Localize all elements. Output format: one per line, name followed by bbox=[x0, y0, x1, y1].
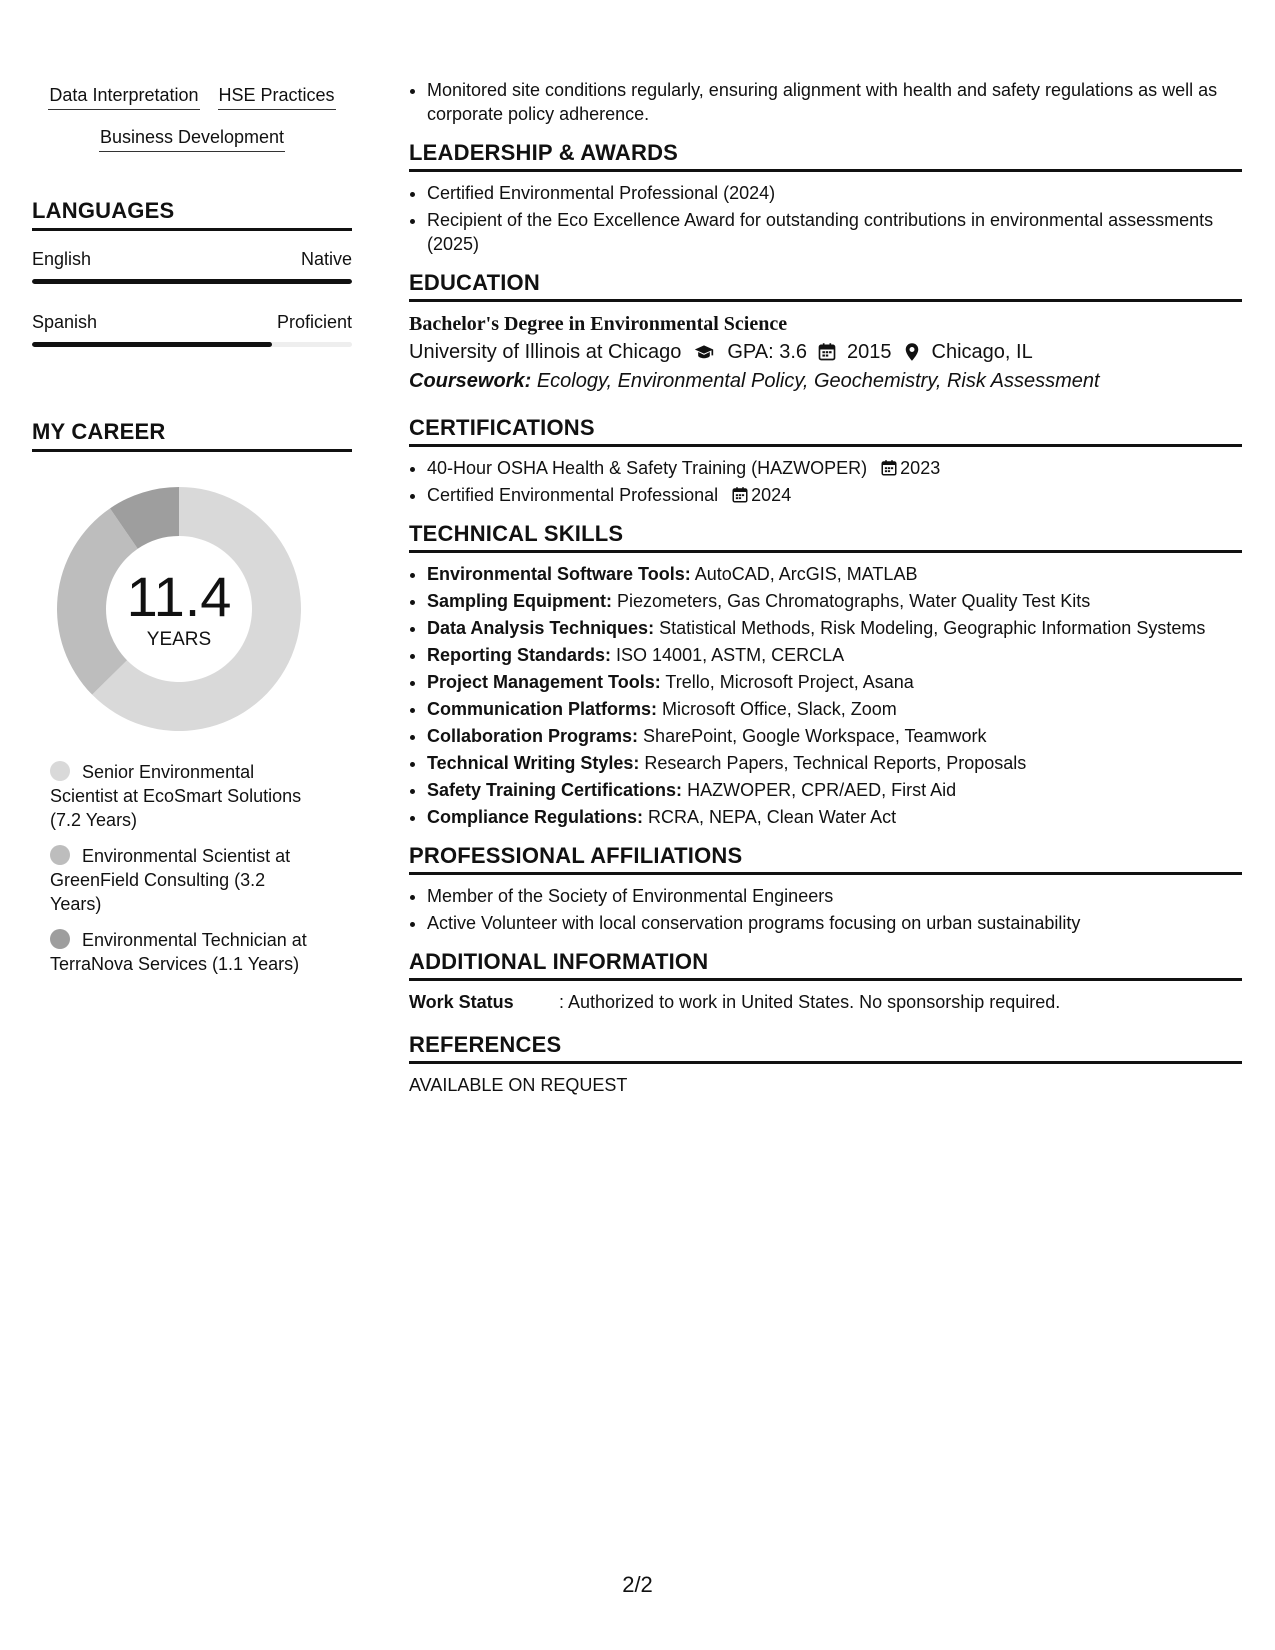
education-gpa: GPA: 3.6 bbox=[727, 341, 808, 363]
skill-label: Communication Platforms: bbox=[427, 699, 658, 719]
career-legend-label: Senior Environmental Scientist at EcoSmart Solutions (7.2 Years) bbox=[50, 762, 302, 830]
certification-name: 40-Hour OSHA Health & Safety Training (HAZWOPER) bbox=[427, 458, 868, 478]
education-year: 2015 bbox=[847, 341, 892, 363]
technical-skill-item bbox=[427, 697, 1242, 721]
language-bar bbox=[32, 342, 352, 347]
career-total-years: 11.4 bbox=[126, 565, 232, 628]
sidebar bbox=[32, 82, 352, 988]
references-section bbox=[409, 1032, 1242, 1097]
language-item bbox=[32, 310, 352, 347]
donut-center bbox=[54, 484, 304, 734]
skill-tag: HSE Practices bbox=[218, 82, 336, 110]
skill-value: Piezometers, Gas Chromatographs, Water Quality Test Kits bbox=[617, 591, 1091, 611]
technical-skill-item bbox=[427, 562, 1242, 586]
skill-label: Data Analysis Techniques: bbox=[427, 618, 655, 638]
certification-name: Certified Environmental Professional bbox=[427, 485, 719, 505]
technical-skills-heading: TECHNICAL SKILLS bbox=[409, 521, 1242, 553]
education-location: Chicago, IL bbox=[931, 341, 1033, 363]
work-status-row bbox=[409, 990, 1242, 1014]
skills-row-1 bbox=[32, 82, 352, 110]
career-section bbox=[32, 419, 352, 976]
skill-value: Trello, Microsoft Project, Asana bbox=[665, 672, 914, 692]
career-legend-item bbox=[50, 760, 320, 832]
legend-dot-icon bbox=[50, 845, 70, 865]
affiliation-item: • Active Volunteer with local conservation programs focusing on urban sustainability bbox=[427, 911, 1242, 935]
main-content bbox=[409, 78, 1242, 1097]
location-pin-icon bbox=[902, 342, 922, 362]
career-legend-item bbox=[50, 844, 320, 916]
references-text: AVAILABLE ON REQUEST bbox=[409, 1075, 628, 1095]
language-bar-fill bbox=[32, 342, 272, 347]
experience-bullets bbox=[409, 78, 1242, 126]
skill-tag: Business Development bbox=[99, 124, 285, 152]
skill-label: Sampling Equipment: bbox=[427, 591, 613, 611]
skill-value: SharePoint, Google Workspace, Teamwork bbox=[643, 726, 987, 746]
career-heading: MY CAREER bbox=[32, 419, 352, 452]
legend-dot-icon bbox=[50, 761, 70, 781]
languages-section bbox=[32, 198, 352, 347]
education-section bbox=[409, 270, 1242, 395]
certification-item bbox=[427, 483, 1242, 507]
technical-skills-section bbox=[409, 521, 1242, 829]
affiliation-item: • Member of the Society of Environmental Engineers bbox=[427, 884, 1242, 908]
affiliations-section bbox=[409, 843, 1242, 935]
page-number: 2/2 bbox=[622, 1572, 653, 1597]
skill-value: ISO 14001, ASTM, CERCLA bbox=[616, 645, 845, 665]
career-legend bbox=[50, 760, 320, 976]
technical-skill-item bbox=[427, 751, 1242, 775]
career-legend-label: Environmental Technician at TerraNova Services (1.1 Years) bbox=[50, 930, 307, 974]
skill-value: Microsoft Office, Slack, Zoom bbox=[662, 699, 897, 719]
coursework-list: Ecology, Environmental Policy, Geochemistry, Risk Assessment bbox=[536, 370, 1100, 392]
career-total-unit: YEARS bbox=[146, 629, 212, 650]
skill-label: Reporting Standards: bbox=[427, 645, 612, 665]
technical-skill-item bbox=[427, 778, 1242, 802]
skill-label: Environmental Software Tools: bbox=[427, 564, 691, 584]
skill-label: Collaboration Programs: bbox=[427, 726, 639, 746]
skill-label: Project Management Tools: bbox=[427, 672, 661, 692]
skill-value: Statistical Methods, Risk Modeling, Geographic Information Systems bbox=[659, 618, 1206, 638]
calendar-icon bbox=[817, 342, 837, 362]
education-school: University of Illinois at Chicago bbox=[409, 341, 682, 363]
education-degree: Bachelor's Degree in Environmental Science bbox=[409, 313, 788, 335]
technical-skill-item bbox=[427, 805, 1242, 829]
legend-dot-icon bbox=[50, 929, 70, 949]
career-legend-label: Environmental Scientist at GreenField Consulting (3.2 Years) bbox=[50, 846, 291, 914]
skill-tag: Data Interpretation bbox=[48, 82, 199, 110]
leadership-item: • Recipient of the Eco Excellence Award for outstanding contributions in environmental assessments (2025) bbox=[427, 208, 1242, 256]
education-heading: EDUCATION bbox=[409, 270, 1242, 302]
certifications-heading: CERTIFICATIONS bbox=[409, 415, 1242, 447]
additional-info-heading: ADDITIONAL INFORMATION bbox=[409, 949, 1242, 981]
calendar-icon bbox=[880, 459, 898, 477]
skill-value: RCRA, NEPA, Clean Water Act bbox=[648, 807, 897, 827]
certifications-section bbox=[409, 415, 1242, 507]
graduation-cap-icon bbox=[691, 342, 717, 362]
skill-value: Research Papers, Technical Reports, Proposals bbox=[644, 753, 1027, 773]
technical-skill-item bbox=[427, 670, 1242, 694]
coursework-label: Coursework: bbox=[409, 370, 532, 392]
skill-label: Technical Writing Styles: bbox=[427, 753, 640, 773]
languages-heading: LANGUAGES bbox=[32, 198, 352, 231]
education-coursework bbox=[409, 367, 1242, 395]
technical-skill-item bbox=[427, 589, 1242, 613]
language-bar-fill bbox=[32, 279, 352, 284]
references-heading: REFERENCES bbox=[409, 1032, 1242, 1064]
career-donut-chart bbox=[54, 484, 304, 734]
language-item bbox=[32, 247, 352, 284]
language-bar bbox=[32, 279, 352, 284]
skills-row-2 bbox=[32, 124, 352, 152]
work-status-label: Work Status bbox=[409, 992, 514, 1012]
leadership-section bbox=[409, 140, 1242, 256]
leadership-item: • Certified Environmental Professional (2024) bbox=[427, 181, 1242, 205]
career-legend-item bbox=[50, 928, 320, 976]
language-level: Native bbox=[300, 249, 352, 269]
technical-skill-item bbox=[427, 643, 1242, 667]
technical-skill-item bbox=[427, 724, 1242, 748]
skill-label: Compliance Regulations: bbox=[427, 807, 644, 827]
work-status-value: : Authorized to work in United States. No sponsorship required. bbox=[559, 992, 1061, 1012]
experience-bullet: • Monitored site conditions regularly, ensuring alignment with health and safety regulations as well as corporate policy adherence. bbox=[427, 78, 1242, 126]
language-level: Proficient bbox=[276, 312, 352, 332]
affiliations-heading: PROFESSIONAL AFFILIATIONS bbox=[409, 843, 1242, 875]
language-name: English bbox=[32, 249, 92, 269]
certification-year: 2023 bbox=[900, 458, 941, 478]
additional-info-section bbox=[409, 949, 1242, 1014]
certification-item bbox=[427, 456, 1242, 480]
leadership-heading: LEADERSHIP & AWARDS bbox=[409, 140, 1242, 172]
education-details bbox=[409, 337, 1242, 367]
skill-label: Safety Training Certifications: bbox=[427, 780, 683, 800]
certification-year: 2024 bbox=[751, 485, 792, 505]
skill-value: AutoCAD, ArcGIS, MATLAB bbox=[694, 564, 918, 584]
language-name: Spanish bbox=[32, 312, 98, 332]
calendar-icon bbox=[731, 486, 749, 504]
skill-value: HAZWOPER, CPR/AED, First Aid bbox=[687, 780, 957, 800]
technical-skill-item bbox=[427, 616, 1242, 640]
